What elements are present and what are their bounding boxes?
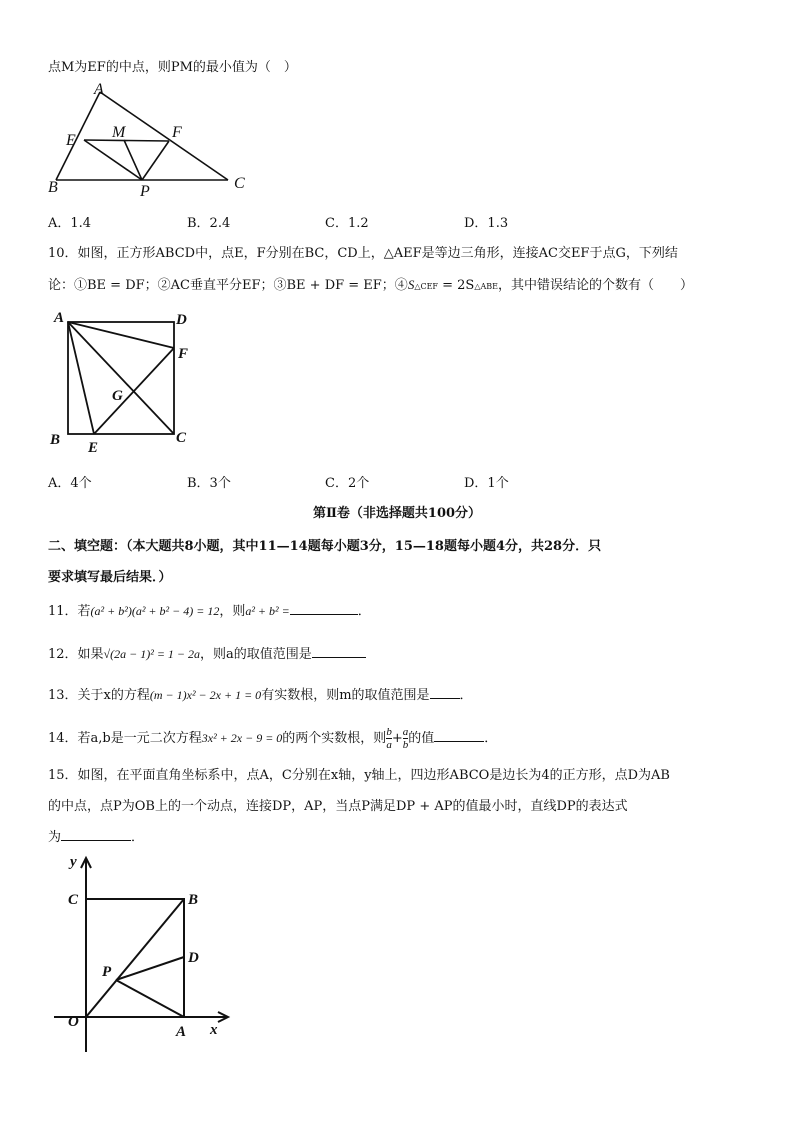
q10-line2-b: ，其中错误结论的个数有（ ） [497, 278, 693, 293]
q10-label-a: A [54, 310, 65, 326]
q11-expr: (a² + b²)(a² + b² − 4) = 12 [90, 604, 220, 618]
q10-option-d: D．1个 [464, 476, 509, 491]
q10-label-b: B [50, 432, 61, 448]
section2-heading-line2: 要求填写最后结果．） [48, 570, 172, 585]
q9-label-e: E [66, 132, 76, 149]
q11-expr2: a² + b² = [245, 604, 290, 618]
q14-c: 的值 [408, 731, 435, 746]
q13-answer-blank [430, 686, 460, 699]
q11 [48, 600, 371, 619]
section2-heading-line1: 二、填空题：（本大题共8小题，其中11—14题每小题3分，15—18题每小题4分，共28分．只 [48, 539, 602, 554]
q10-square-figure [44, 306, 204, 456]
q15-label-b: B [188, 892, 199, 908]
q12-answer-blank [312, 645, 366, 658]
q15-line2: 的中点，点P为OB上的一个动点，连接DP，AP，当点P满足DP + AP的值最小时，直线DP的表达式 [48, 799, 628, 814]
q11-a: 11．若 [48, 604, 91, 619]
q10-label-c: C [176, 430, 187, 446]
q13-expr: (m − 1)x² − 2x + 1 = 0 [149, 688, 262, 702]
q9-option-d: D．1.3 [464, 216, 509, 231]
q10-s1-sub: △CEF [414, 282, 438, 291]
q14-expr: 3x² + 2x − 9 = 0 [201, 731, 283, 745]
q10-s2-sub: △ABE [474, 282, 498, 291]
q14-frac2-den: b [402, 739, 409, 751]
q15-label-d: D [188, 950, 199, 966]
q10-option-b: B．3个 [187, 476, 231, 491]
q14-frac2-num: a [402, 726, 409, 738]
q15-label-o: O [68, 1014, 79, 1030]
q10-label-f: F [178, 346, 189, 362]
q14-plus: + [391, 731, 403, 746]
q11-b: ，则 [219, 604, 246, 619]
q9-option-b: B．2.4 [187, 216, 231, 231]
q9-label-b: B [48, 179, 58, 196]
q13-end: ． [459, 688, 473, 703]
q15-end: ． [131, 830, 145, 845]
q11-answer-blank [290, 602, 358, 615]
q12 [48, 643, 366, 662]
q14-end: ． [484, 731, 498, 746]
q15-line3 [48, 826, 144, 845]
q9-triangle-figure [40, 82, 260, 200]
q15-answer-blank [61, 828, 131, 841]
q9-option-c: C．1.2 [325, 216, 369, 231]
q14-answer-blank [434, 729, 484, 742]
q10-mid: = 2S [437, 278, 475, 293]
q15-label-x: x [210, 1022, 218, 1038]
q9-stem: 点M为EF的中点，则PM的最小值为（ ） [48, 60, 297, 75]
q10-line1: 10．如图，正方形ABCD中，点E，F分别在BC，CD上，△AEF是等边三角形，连接AC交EF于点G，下列结 [48, 246, 678, 261]
q12-a: 12．如果 [48, 647, 104, 662]
q10-option-a: A．4个 [48, 476, 92, 491]
q9-label-m: M [112, 124, 126, 141]
q13-a: 13．关于x的方程 [48, 688, 150, 703]
q9-label-a: A [94, 82, 104, 98]
q14 [48, 726, 497, 751]
q13-b: 有实数根，则m的取值范围是 [261, 688, 430, 703]
q9-label-c: C [234, 175, 245, 192]
q15-label-a: A [176, 1024, 187, 1040]
q10-label-d: D [176, 312, 187, 328]
q14-a: 14．若a,b是一元二次方程 [48, 731, 202, 746]
q15-label-p: P [102, 964, 112, 980]
q15-label-c: C [68, 892, 79, 908]
q9-label-f: F [172, 124, 182, 141]
q14-frac1-num: b [386, 726, 392, 738]
q10-label-g: G [112, 388, 123, 404]
q15-label-y: y [70, 854, 77, 870]
q10-line2-a: 论：①BE = DF；②AC垂直平分EF；③BE + DF = EF；④ [48, 278, 408, 293]
q10-label-e: E [88, 440, 99, 456]
q10-line2 [48, 274, 693, 293]
q15-line3-text: 为 [48, 830, 62, 845]
q14-frac1-den: a [386, 739, 392, 751]
q9-option-a: A．1.4 [48, 216, 92, 231]
q10-s1: S [407, 277, 415, 292]
q10-option-c: C．2个 [325, 476, 370, 491]
q15-coordinate-figure [50, 852, 240, 1062]
q9-label-p: P [140, 183, 150, 200]
q12-expr: √(2a − 1)² = 1 − 2a [103, 647, 201, 661]
q13 [48, 684, 473, 703]
section2-title: 第Ⅱ卷（非选择题共100分） [312, 506, 482, 521]
q11-end: ． [357, 604, 371, 619]
q12-b: ，则a的取值范围是 [200, 647, 312, 662]
q14-b: 的两个实数根，则 [282, 731, 387, 746]
q15-line1: 15．如图，在平面直角坐标系中，点A，C分别在x轴，y轴上，四边形ABCO是边长为4的正方形，点D为AB [48, 768, 670, 783]
